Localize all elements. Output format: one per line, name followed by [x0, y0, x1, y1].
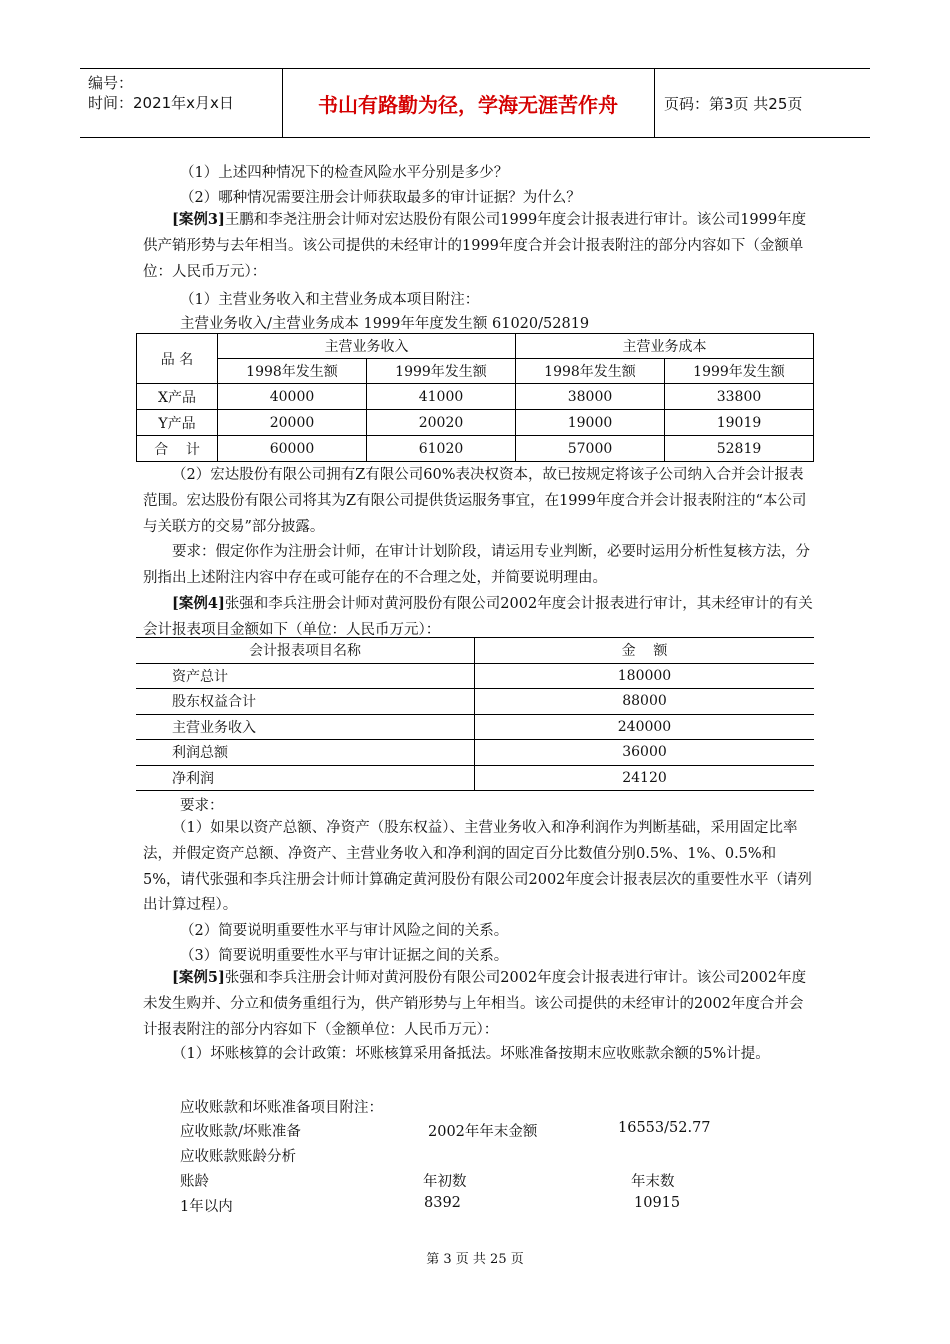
case4-requirement-label: 要求：	[180, 798, 224, 814]
question-2: （2）哪种情况需要注册会计师获取最多的审计证据？为什么？	[180, 190, 581, 206]
ar-value: 16553/52.77	[618, 1120, 711, 1136]
table-row	[136, 714, 814, 740]
cell-product: Y产品	[137, 410, 218, 436]
cell-value: 38000	[516, 384, 665, 410]
aging-col-begin: 年初数	[423, 1174, 467, 1190]
table-header-cost: 主营业务成本	[516, 334, 814, 359]
aging-col-age: 账龄	[180, 1174, 209, 1190]
cell-value: 60000	[218, 436, 367, 462]
aging-row1-label: 1年以内	[180, 1199, 233, 1215]
cell-amount: 88000	[475, 689, 815, 715]
case3-tag: [案例3]	[172, 211, 225, 228]
cell-amount: 240000	[475, 714, 815, 740]
table-row	[136, 740, 814, 766]
table-header-item: 会计报表项目名称	[136, 638, 475, 664]
cell-product: X产品	[137, 384, 218, 410]
case5-paragraph	[143, 965, 813, 1043]
table-row	[137, 384, 814, 410]
cell-item: 利润总额	[136, 740, 475, 766]
financial-items-table	[136, 637, 814, 791]
cell-value: 33800	[665, 384, 814, 410]
case4-requirement-2: （2）简要说明重要性水平与审计风险之间的关系。	[180, 923, 509, 939]
aging-row1-end: 10915	[634, 1195, 681, 1211]
aging-row1-begin: 8392	[424, 1195, 461, 1211]
case3-paragraph	[143, 207, 813, 285]
cell-item: 股东权益合计	[136, 689, 475, 715]
page-header	[80, 68, 870, 138]
header-page-number: 页码：第3页 共25页	[664, 94, 803, 113]
header-meta	[80, 69, 283, 137]
table-header-rev-1999: 1999年发生额	[367, 359, 516, 384]
case4-tag: [案例4]	[172, 595, 225, 612]
case3-text: 王鹏和李尧注册会计师对宏达股份有限公司1999年度会计报表进行审计。该公司1999年度供产销形势与去年相当。该公司提供的未经审计的1999年度合并会计报表附注的部分内容如下（金额单位：人民币万元）：	[143, 212, 807, 280]
case4-paragraph	[143, 591, 813, 644]
table-row	[136, 765, 814, 791]
cell-amount: 180000	[475, 663, 815, 689]
table-header-revenue: 主营业务收入	[218, 334, 516, 359]
table-header-cost-1998: 1998年发生额	[516, 359, 665, 384]
cell-item: 净利润	[136, 765, 475, 791]
case3-item2: （2）宏达股份有限公司拥有Z有限公司60%表决权资本，故已按规定将该子公司纳入合并会计报表范围。宏达股份有限公司将其为Z有限公司提供货运服务事宜，在1999年度合并会计报表附注的“本公司与关联方的交易”部分披露。	[143, 467, 807, 535]
case5-item1: （1）坏账核算的会计政策：坏账核算采用备抵法。坏账准备按期末应收账款余额的5%计提。	[172, 1046, 770, 1062]
cell-value: 19000	[516, 410, 665, 436]
case4-requirement-1: （1）如果以资产总额、净资产（股东权益）、主营业务收入和净利润作为判断基础，采用固定比率法，并假定资产总额、净资产、主营业务收入和净利润的固定百分比数值分别0.5%、1%、0.5%和5%，请代张强和李兵注册会计师计算确定黄河股份有限公司2002年度会计报表层次的重要性水平（请列出计算过程）。	[143, 820, 812, 914]
table-header-amount: 金 额	[475, 638, 815, 664]
table-row	[137, 410, 814, 436]
table-header-product: 品 名	[137, 334, 218, 384]
aging-col-end: 年末数	[631, 1174, 675, 1190]
cell-amount: 36000	[475, 740, 815, 766]
revenue-cost-table	[136, 333, 814, 462]
document-date: 时间：2021年x月x日	[88, 94, 234, 112]
table-row	[137, 436, 814, 462]
cell-value: 52819	[665, 436, 814, 462]
ar-period: 2002年年末金额	[428, 1124, 538, 1140]
cell-item: 资产总计	[136, 663, 475, 689]
case3-requirement: 要求：假定你作为注册会计师，在审计计划阶段，请运用专业判断，必要时运用分析性复核方法，分别指出上述附注内容中存在或可能存在的不合理之处，并简要说明理由。	[143, 544, 810, 586]
case5-tag: [案例5]	[172, 969, 225, 986]
document-number: 编号：	[88, 74, 134, 92]
cell-product: 合 计	[137, 436, 218, 462]
table-row	[136, 689, 814, 715]
table-header-rev-1998: 1998年发生额	[218, 359, 367, 384]
cell-value: 40000	[218, 384, 367, 410]
cell-amount: 24120	[475, 765, 815, 791]
case5-text: 张强和李兵注册会计师对黄河股份有限公司2002年度会计报表进行审计。该公司2002年度未发生购并、分立和债务重组行为，供产销形势与上年相当。该公司提供的未经审计的2002年度合并会计报表附注的部分内容如下（金额单位：人民币万元）：	[143, 970, 807, 1038]
cell-value: 61020	[367, 436, 516, 462]
cell-value: 41000	[367, 384, 516, 410]
ar-note-title: 应收账款和坏账准备项目附注：	[180, 1100, 383, 1116]
question-1: （1）上述四种情况下的检查风险水平分别是多少？	[180, 165, 509, 181]
cell-item: 主营业务收入	[136, 714, 475, 740]
table-row	[136, 663, 814, 689]
case4-text: 张强和李兵注册会计师对黄河股份有限公司2002年度会计报表进行审计，其未经审计的有关会计报表项目金额如下（单位：人民币万元）：	[143, 596, 813, 638]
case3-item1: （1）主营业务收入和主营业务成本项目附注：	[180, 292, 480, 308]
cell-value: 57000	[516, 436, 665, 462]
case4-requirement-3: （3）简要说明重要性水平与审计证据之间的关系。	[180, 948, 509, 964]
table-header-cost-1999: 1999年发生额	[665, 359, 814, 384]
aging-title: 应收账款账龄分析	[180, 1149, 296, 1165]
cell-value: 19019	[665, 410, 814, 436]
page-footer: 第 3 页 共 25 页	[426, 1252, 524, 1267]
ar-label: 应收账款/坏账准备	[180, 1124, 301, 1140]
header-motto: 书山有路勤为径，学海无涯苦作舟	[282, 69, 655, 137]
cell-value: 20020	[367, 410, 516, 436]
cell-value: 20000	[218, 410, 367, 436]
case3-summary: 主营业务收入/主营业务成本 1999年年度发生额 61020/52819	[180, 316, 590, 332]
